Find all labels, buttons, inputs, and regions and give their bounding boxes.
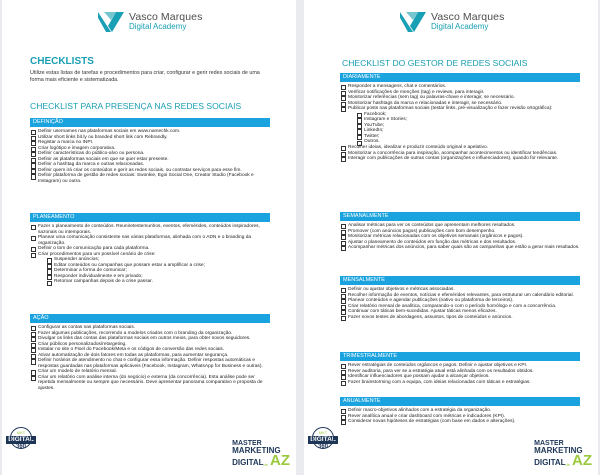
section-header: TRIMESTRALMENTE xyxy=(340,352,580,361)
mkt-tag: MKT xyxy=(16,430,26,435)
digital-label: DIGITAL xyxy=(308,436,338,444)
section-heading: CHECKLIST PARA PRESENÇA NAS REDES SOCIAIS xyxy=(30,101,242,111)
checklist-item[interactable]: Fazer o planeamento de conteúdos. Reuniretestemunhos, eventos, efemérides, conteúdos inspiradores, sazonais ou intemporais. xyxy=(30,224,270,235)
checklist-item[interactable]: Divulgar os links das contas das plataformas sociais em outros meios, para obter novos seguidores. xyxy=(30,336,270,342)
checklist-item[interactable]: Monitorizar a concorrência para inspiração, acompanhar acontecimentos ou identificar tendências. xyxy=(340,151,580,157)
section-header: DEFINIÇÃO xyxy=(30,118,270,127)
section-header: AÇÃO xyxy=(30,314,270,323)
marketing-label: MARKETING xyxy=(232,446,281,455)
master-label: MASTER xyxy=(534,440,564,447)
badge-ring xyxy=(312,427,334,449)
checklist-subitem[interactable]: Outros. xyxy=(340,139,580,145)
checklist-subitem[interactable]: Retomar campanhas depois de a crise passar. xyxy=(30,279,270,285)
logo-subtitle: Digital Academy xyxy=(129,22,187,31)
master-marketing-logo xyxy=(232,440,290,467)
checklist-item[interactable]: Rever analítica anual e criar dashboard com métricas e indicadores (KPI). xyxy=(340,414,580,420)
intro-text: Utilize estas listas de tarefas e procedimentos para criar, configurar e gerir redes sociais de uma forma mais eficiente e sistematizada. xyxy=(30,70,260,83)
checklist xyxy=(30,323,270,392)
checklist-subitem[interactable]: Determinar a forma de comunicar; xyxy=(30,268,270,274)
checklist-page-left xyxy=(2,0,296,475)
checklist-subitem[interactable]: Facebook; xyxy=(340,112,580,118)
checklist-page-right xyxy=(304,0,598,475)
checklist-item[interactable]: Monitorizar hashtags da marca e relacionadas e interagir, se necessário. xyxy=(340,101,580,107)
digital-label-2: DIGITAL xyxy=(534,458,566,467)
checklist-item[interactable]: Rever auditoria, para ver se a estratégia atual está alinhada com os resultados obtidos. xyxy=(340,369,580,375)
section-semanalmente xyxy=(340,212,580,251)
checklist-item[interactable]: Continuar com táticas bem-sucedidas. Ajustar táticas menos eficazes. xyxy=(340,309,580,315)
v-logo-icon xyxy=(98,12,124,32)
checklist-item[interactable]: Registar a marca no INPI. xyxy=(30,140,270,146)
checklist-item[interactable]: Definir macro-objetivos alinhados com a estratégia da organização. xyxy=(340,408,580,414)
checklist-item[interactable]: Analisar métricas para ver os conteúdos que apresentam melhores resultados. xyxy=(340,223,580,229)
checklist-item[interactable]: Recolher informação de eventos, notícias e efemérides relevantes, para estruturar um calendário editorial. xyxy=(340,293,580,299)
checklist-item[interactable]: Instalar no site o Pixel do Facebook/Meta e os códigos de conversão das redes sociais. xyxy=(30,347,270,353)
checklist-item[interactable]: Fazer brainstorming com a equipa, com ideias relacionadas com táticas e estratégias. xyxy=(340,380,580,386)
digital-label-2: DIGITAL xyxy=(232,458,264,467)
checklist-subitem[interactable]: Suspender anúncios; xyxy=(30,257,270,263)
checklist-item[interactable]: Configurar as contas nas plataformas sociais. xyxy=(30,325,270,331)
checklist-item[interactable]: Rever estratégias de conteúdos orgânicos e pagos. Definir e ajustar objetivos e KPI. xyxy=(340,363,580,369)
checklist-item[interactable]: Definir as plataformas sociais em que se quer estar presente. xyxy=(30,157,270,163)
badge-ring xyxy=(10,427,32,449)
section-header: SEMANALMENTE xyxy=(340,212,580,221)
checklist-item[interactable]: Acompanhar métricas dos anúncios, para saber quais são as campanhas que estão a gerar mais resultados. xyxy=(340,245,580,251)
checklist-item[interactable]: Ativar automatização de dois fatores em todas as plataformas, para aumentar segurança. xyxy=(30,353,270,359)
checklist-item[interactable]: Utilizar short links bit.ly ou branded short link com Rebrandly. xyxy=(30,135,270,141)
logo-subtitle: Digital Academy xyxy=(431,22,489,31)
checklist-item[interactable]: Definir quem irá criar os conteúdos e gerir as redes sociais, ou contratar serviços para esse fim. xyxy=(30,168,270,174)
academy-logo xyxy=(400,12,504,32)
checklist-item[interactable]: Criar relatório mensal de analítica, comparando-o com o período homólogo e com a concorrência. xyxy=(340,304,580,310)
checklist-item[interactable]: Verificar notificações de menções (tag) e reviews, para interagir. xyxy=(340,90,580,96)
checklist-item[interactable]: Criar logótipo e imagem corporativa. xyxy=(30,146,270,152)
section-header: MENSALMENTE xyxy=(340,276,580,285)
checklist-item[interactable]: Criar um relatório com análise interna (do negócio) e externa (da concorrência). Esta análise pode ser repetida mensalmente ou sempre que necessário. Deve apresentar panorama comparativo e proposta de ajustes. xyxy=(30,375,270,392)
section-anualmente xyxy=(340,397,580,425)
master-marketing-logo xyxy=(534,440,592,467)
badge-360: 360 xyxy=(317,444,328,450)
checklist-subitem[interactable]: Instagram e Stories; xyxy=(340,117,580,123)
checklist-item[interactable]: Considerar novas hipóteses de estratégias (com base em dados e alterações). xyxy=(340,419,580,425)
checklist-item[interactable]: Criar públicos personalizados/retargeting. xyxy=(30,342,270,348)
checklist-item[interactable]: Criar um modelo de relatório mensal. xyxy=(30,369,270,375)
checklist-item[interactable]: Publicar posts nas plataformas sociais (testar links, pré-visualização e fazer revisão ortográfica): xyxy=(340,106,580,112)
checklist-item[interactable]: Monitorizar referências (sem tag) ou palavras-chave e interagir, se necessário. xyxy=(340,95,580,101)
checklist-item[interactable]: Fazer novos testes de abordagens, assuntos, tipos de conteúdos e anúncios. xyxy=(340,315,580,321)
az-label: AZ xyxy=(270,452,290,469)
marketing-label: MARKETING xyxy=(534,446,583,455)
checklist-item[interactable]: Definir ou ajustar objetivos e métricas associadas. xyxy=(340,287,580,293)
academy-logo xyxy=(98,12,202,32)
checklist xyxy=(340,221,580,251)
checklist-subitem[interactable]: YouTube; xyxy=(340,123,580,129)
checklist-item[interactable]: Definir usernames nas plataformas sociais em www.namechk.com. xyxy=(30,129,270,135)
checklist xyxy=(340,406,580,425)
checklist-item[interactable]: Planear conteúdos e agendar publicações (nativo ou plataforma de terceiros). xyxy=(340,298,580,304)
az-label: AZ xyxy=(572,452,592,469)
checklist-item[interactable]: Promover (com anúncios pagos) publicações com bom desempenho. xyxy=(340,229,580,235)
de-label: de xyxy=(565,462,570,467)
checklist xyxy=(30,127,270,184)
checklist-subitem[interactable]: LinkedIn; xyxy=(340,128,580,134)
digital-360-logo xyxy=(6,425,36,469)
badge-360: 360 xyxy=(15,444,26,450)
checklist-item[interactable]: Definir horários de atendimento no chat e configurar essa informação. Definir respostas automáticas e respostas guardadas nas plataformas aplicáveis (Facebook, Instagram, WhatsApp for Business e outras). xyxy=(30,358,270,369)
checklist-item[interactable]: Ajustar o planeamento de conteúdos em função das métricas e dos resultados. xyxy=(340,240,580,246)
checklist-item[interactable]: Recolher ideias, idealizar e produzir conteúdo original e apelativo. xyxy=(340,145,580,151)
checklist-item[interactable]: Identificar influenciadores que possam ajudar a alcançar objetivos. xyxy=(340,374,580,380)
section-heading: CHECKLIST DO GESTOR DE REDES SOCIAIS xyxy=(342,58,528,68)
checklist-item[interactable]: Monitorizar métricas relacionadas com os objetivos semanais (orgânicos e pagos). xyxy=(340,234,580,240)
logo-name: Vasco Marques xyxy=(129,11,203,23)
v-logo-icon xyxy=(400,12,426,32)
section-header: PLANEAMENTO xyxy=(30,213,270,222)
checklist xyxy=(340,82,580,162)
checklist xyxy=(30,222,270,285)
digital-label: DIGITAL xyxy=(6,436,36,444)
digital-360-logo xyxy=(308,425,338,469)
checklist-item[interactable]: Definir características do público-alvo ou persona. xyxy=(30,151,270,157)
checklist-subitem[interactable]: Editar conteúdos ou campanhas que possam estar a amplificar a crise; xyxy=(30,263,270,269)
checklist-subitem[interactable]: Responder individualmente e em privado; xyxy=(30,274,270,280)
checklist xyxy=(340,285,580,320)
checklist-subitem[interactable]: Twitter; xyxy=(340,134,580,140)
section-definicao xyxy=(30,118,270,184)
checklist-item[interactable]: Definir a hashtag da marca e outras relacionadas. xyxy=(30,162,270,168)
logo-name: Vasco Marques xyxy=(431,11,505,23)
checklist-item[interactable]: Planear uma comunicação consistente nas várias plataformas, alinhada com o ADN e o branding da organização. xyxy=(30,235,270,246)
section-header: ANUALMENTE xyxy=(340,397,580,406)
section-acao xyxy=(30,314,270,392)
de-label: de xyxy=(263,462,268,467)
section-diariamente xyxy=(340,73,580,162)
master-label: MASTER xyxy=(232,440,262,447)
checklist-item[interactable]: Responder a mensagens, chat e comentários. xyxy=(340,84,580,90)
checklist-item[interactable]: Criar procedimentos para um possível cenário de crise: xyxy=(30,252,270,258)
section-mensalmente xyxy=(340,276,580,320)
checklist xyxy=(340,361,580,385)
checklist-item[interactable]: Fazer algumas publicações, recorrendo a modelos criados com o branding da organização. xyxy=(30,331,270,337)
section-trimestralmente xyxy=(340,352,580,385)
checklist-item[interactable]: Definir o tom de comunicação para cada plataforma. xyxy=(30,246,270,252)
checklist-item[interactable]: Definir plataforma de gestão de redes sociais: Swonkie, Egoi Social One, Creator Studio (Facebook e Instagram) ou outra. xyxy=(30,173,270,184)
page-title: CHECKLISTS xyxy=(30,56,94,67)
mkt-tag: MKT xyxy=(318,430,328,435)
checklist-item[interactable]: Interagir com publicações de outras contas (organizações e influenciadores), quando for relevante. xyxy=(340,156,580,162)
section-planeamento xyxy=(30,213,270,285)
section-header: DIARIAMENTE xyxy=(340,73,580,82)
